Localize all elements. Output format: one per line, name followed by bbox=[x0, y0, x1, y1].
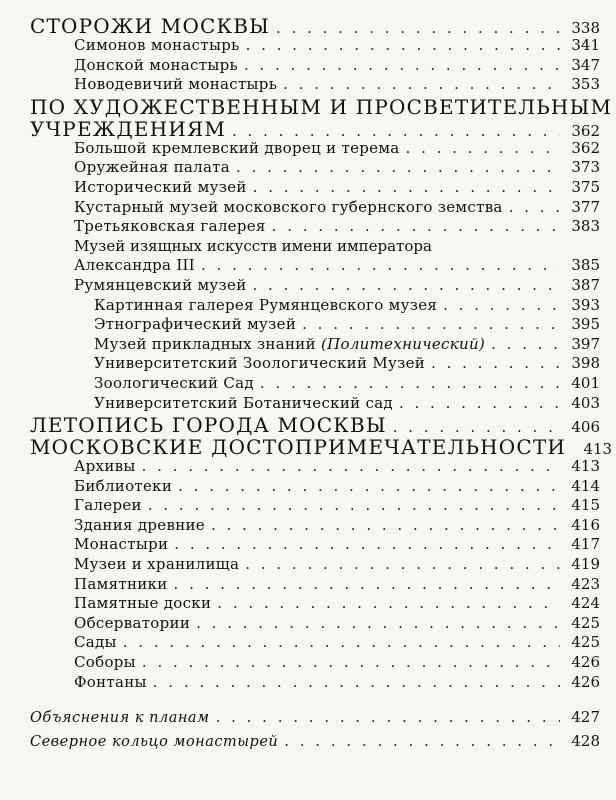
leader-dots bbox=[148, 496, 560, 514]
leader-dots bbox=[211, 516, 560, 534]
toc-subentry bbox=[30, 354, 600, 374]
toc-section-heading bbox=[30, 413, 600, 438]
toc-section-heading bbox=[30, 435, 613, 460]
toc-entry bbox=[30, 178, 600, 198]
toc-page-number: 353 bbox=[571, 75, 600, 94]
toc-entry-title: Новодевичий монастырь bbox=[74, 75, 278, 94]
toc-entry-title: Симонов монастырь bbox=[74, 36, 240, 54]
toc-entry bbox=[30, 56, 600, 76]
toc-entry bbox=[30, 516, 600, 536]
toc-page-number: 427 bbox=[571, 708, 600, 727]
toc-entry bbox=[30, 256, 600, 276]
toc-page-number: 362 bbox=[571, 138, 600, 157]
toc-subentry bbox=[30, 335, 600, 355]
toc-entry bbox=[30, 575, 600, 595]
toc-entry-title: Памятники bbox=[74, 574, 168, 593]
toc-page-number: 413 bbox=[571, 457, 600, 476]
toc-entry bbox=[30, 535, 600, 555]
toc-page-number: 425 bbox=[571, 633, 600, 652]
toc-subentry-title: Картинная галерея Румянцевского музея bbox=[94, 295, 438, 314]
toc-entry-title: Монастыри bbox=[74, 535, 169, 554]
toc-section-title: ЛЕТОПИСЬ ГОРОДА МОСКВЫ bbox=[30, 413, 387, 438]
leader-dots bbox=[216, 708, 560, 726]
toc-entry-title: Архивы bbox=[74, 457, 136, 476]
toc-page-number: 425 bbox=[571, 613, 600, 632]
toc-page-number: 387 bbox=[571, 275, 600, 294]
toc-entry bbox=[30, 555, 600, 575]
leader-dots bbox=[491, 335, 560, 353]
toc-entry bbox=[30, 477, 600, 497]
leader-dots bbox=[178, 477, 560, 495]
toc-entry-title: Соборы bbox=[74, 653, 136, 672]
toc-entry-title: Румянцевский музей bbox=[74, 275, 247, 294]
toc-page-number: 375 bbox=[571, 177, 600, 196]
toc-entry-title: Сады bbox=[74, 633, 117, 652]
leader-dots bbox=[509, 198, 560, 216]
toc-appendix-title: Объяснения к планам bbox=[30, 710, 210, 727]
spacer bbox=[30, 692, 600, 708]
toc-page-number: 347 bbox=[571, 55, 600, 74]
toc-page-number: 428 bbox=[571, 732, 600, 751]
toc-page-number: 419 bbox=[571, 555, 600, 574]
toc-page-number: 426 bbox=[571, 672, 600, 691]
toc-entry-title: Здания древние bbox=[74, 515, 205, 534]
toc-entry bbox=[30, 496, 600, 516]
toc-entry-title: Исторический музей bbox=[74, 177, 247, 196]
toc-subentry-title: Этнографический музей bbox=[94, 315, 297, 334]
leader-dots bbox=[142, 457, 560, 475]
leader-dots bbox=[123, 633, 560, 651]
toc-page-number: 373 bbox=[571, 158, 600, 177]
toc-subentry-title: Университетский Ботанический сад bbox=[94, 393, 393, 412]
toc-page-number: 413 bbox=[583, 440, 613, 459]
toc-subentry bbox=[30, 315, 600, 335]
leader-dots bbox=[443, 296, 560, 314]
toc-entry-title: Донской монастырь bbox=[74, 55, 238, 74]
toc-page-number: 416 bbox=[571, 515, 600, 534]
toc-page-number: 414 bbox=[571, 476, 600, 495]
toc-entry bbox=[30, 614, 600, 634]
toc-entry-title: Большой кремлевский дворец и терема bbox=[74, 138, 400, 157]
toc-page-number: 406 bbox=[571, 418, 600, 437]
toc-appendix-entry bbox=[30, 732, 600, 756]
leader-dots bbox=[272, 217, 560, 235]
toc-entry-title: Музеи и хранилища bbox=[74, 555, 240, 574]
toc-entry bbox=[30, 633, 600, 653]
leader-dots bbox=[253, 276, 560, 294]
toc-subentry-title: Университетский Зоологический Музей bbox=[94, 354, 426, 373]
toc-page-number: 385 bbox=[571, 256, 600, 275]
toc-page-number: 383 bbox=[571, 217, 600, 236]
toc-subentry-title-main: Музей прикладных знаний bbox=[94, 334, 316, 353]
toc-subentry bbox=[30, 394, 600, 414]
leader-dots bbox=[236, 158, 560, 176]
leader-dots bbox=[174, 535, 560, 553]
toc-page-number: 338 bbox=[571, 19, 600, 37]
toc-entry-title: Библиотеки bbox=[74, 476, 173, 495]
toc-section-title: СТОРОЖИ МОСКВЫ bbox=[30, 14, 270, 38]
toc-appendix-title: Северное кольцо монастырей bbox=[30, 734, 279, 751]
toc-entry-title: Третьяковская галерея bbox=[74, 217, 266, 236]
leader-dots bbox=[302, 315, 560, 333]
toc-section-heading bbox=[30, 117, 600, 139]
toc-subentry bbox=[30, 374, 600, 394]
toc-page-number: 423 bbox=[571, 574, 600, 593]
toc-subentry-title bbox=[94, 335, 485, 353]
toc-entry bbox=[30, 457, 600, 477]
toc-page-number: 393 bbox=[571, 295, 600, 314]
toc-entry-title: Музей изящных искусств имени императора bbox=[74, 236, 432, 255]
toc-entry bbox=[30, 594, 600, 614]
leader-dots bbox=[253, 178, 560, 196]
leader-dots bbox=[201, 256, 560, 274]
leader-dots bbox=[393, 418, 560, 436]
toc-page-number: 397 bbox=[571, 334, 600, 353]
toc-entry-title: Александра III bbox=[74, 256, 196, 275]
leader-dots bbox=[260, 374, 560, 392]
toc-entry bbox=[30, 158, 600, 178]
leader-dots bbox=[283, 75, 560, 93]
toc-entry bbox=[30, 653, 600, 673]
toc-subentry bbox=[30, 296, 600, 316]
toc-entry bbox=[30, 36, 600, 56]
leader-dots bbox=[246, 36, 560, 54]
toc-section-title: ПО ХУДОЖЕСТВЕННЫМ И ПРОСВЕТИТЕЛЬНЫМ bbox=[30, 94, 613, 119]
toc-page-number: 341 bbox=[571, 36, 600, 54]
toc-page-number: 426 bbox=[571, 653, 600, 672]
toc-entry-title: Оружейная палата bbox=[74, 158, 231, 177]
toc-page-number: 424 bbox=[571, 594, 600, 613]
toc-page-number: 362 bbox=[571, 121, 600, 140]
toc-entry bbox=[30, 75, 600, 95]
toc-section-heading bbox=[30, 14, 600, 36]
toc-entry bbox=[30, 217, 600, 237]
leader-dots bbox=[232, 122, 560, 140]
toc-entry bbox=[30, 139, 600, 159]
leader-dots bbox=[276, 19, 560, 37]
toc-subentry-title: Зоологический Сад bbox=[94, 373, 254, 392]
leader-dots bbox=[196, 614, 560, 632]
leader-dots bbox=[406, 139, 560, 157]
toc-subentry-title-italic: (Политехнический) bbox=[320, 334, 486, 353]
toc-appendix-entry bbox=[30, 708, 600, 732]
table-of-contents bbox=[30, 14, 613, 756]
leader-dots bbox=[245, 555, 560, 573]
toc-page-number: 398 bbox=[571, 354, 600, 373]
toc-entry bbox=[30, 198, 600, 218]
toc-page-number: 415 bbox=[571, 496, 600, 515]
leader-dots bbox=[142, 653, 560, 671]
toc-entry-title: Фонтаны bbox=[74, 672, 147, 691]
toc-entry-title: Кустарный музей московского губернского земства bbox=[74, 197, 503, 216]
toc-section-title: УЧРЕЖДЕНИЯМ bbox=[30, 116, 227, 141]
leader-dots bbox=[174, 575, 560, 593]
leader-dots bbox=[153, 673, 560, 691]
toc-page-number: 401 bbox=[571, 373, 600, 392]
leader-dots bbox=[399, 394, 560, 412]
toc-entry-title: Памятные доски bbox=[74, 594, 212, 613]
toc-entry-title: Галереи bbox=[74, 496, 142, 515]
toc-page-number: 377 bbox=[571, 197, 600, 216]
toc-page-number: 403 bbox=[571, 393, 600, 412]
leader-dots bbox=[284, 732, 560, 750]
toc-page-number: 395 bbox=[571, 315, 600, 334]
leader-dots bbox=[244, 56, 560, 74]
leader-dots bbox=[217, 594, 560, 612]
toc-entry bbox=[30, 276, 600, 296]
toc-page-number: 417 bbox=[571, 535, 600, 554]
leader-dots bbox=[431, 354, 560, 372]
toc-entry bbox=[30, 673, 600, 693]
toc-entry-title: Обсерватории bbox=[74, 613, 191, 632]
toc-section-title: МОСКОВСКИЕ ДОСТОПРИМЕЧАТЕЛЬНОСТИ bbox=[30, 435, 567, 460]
